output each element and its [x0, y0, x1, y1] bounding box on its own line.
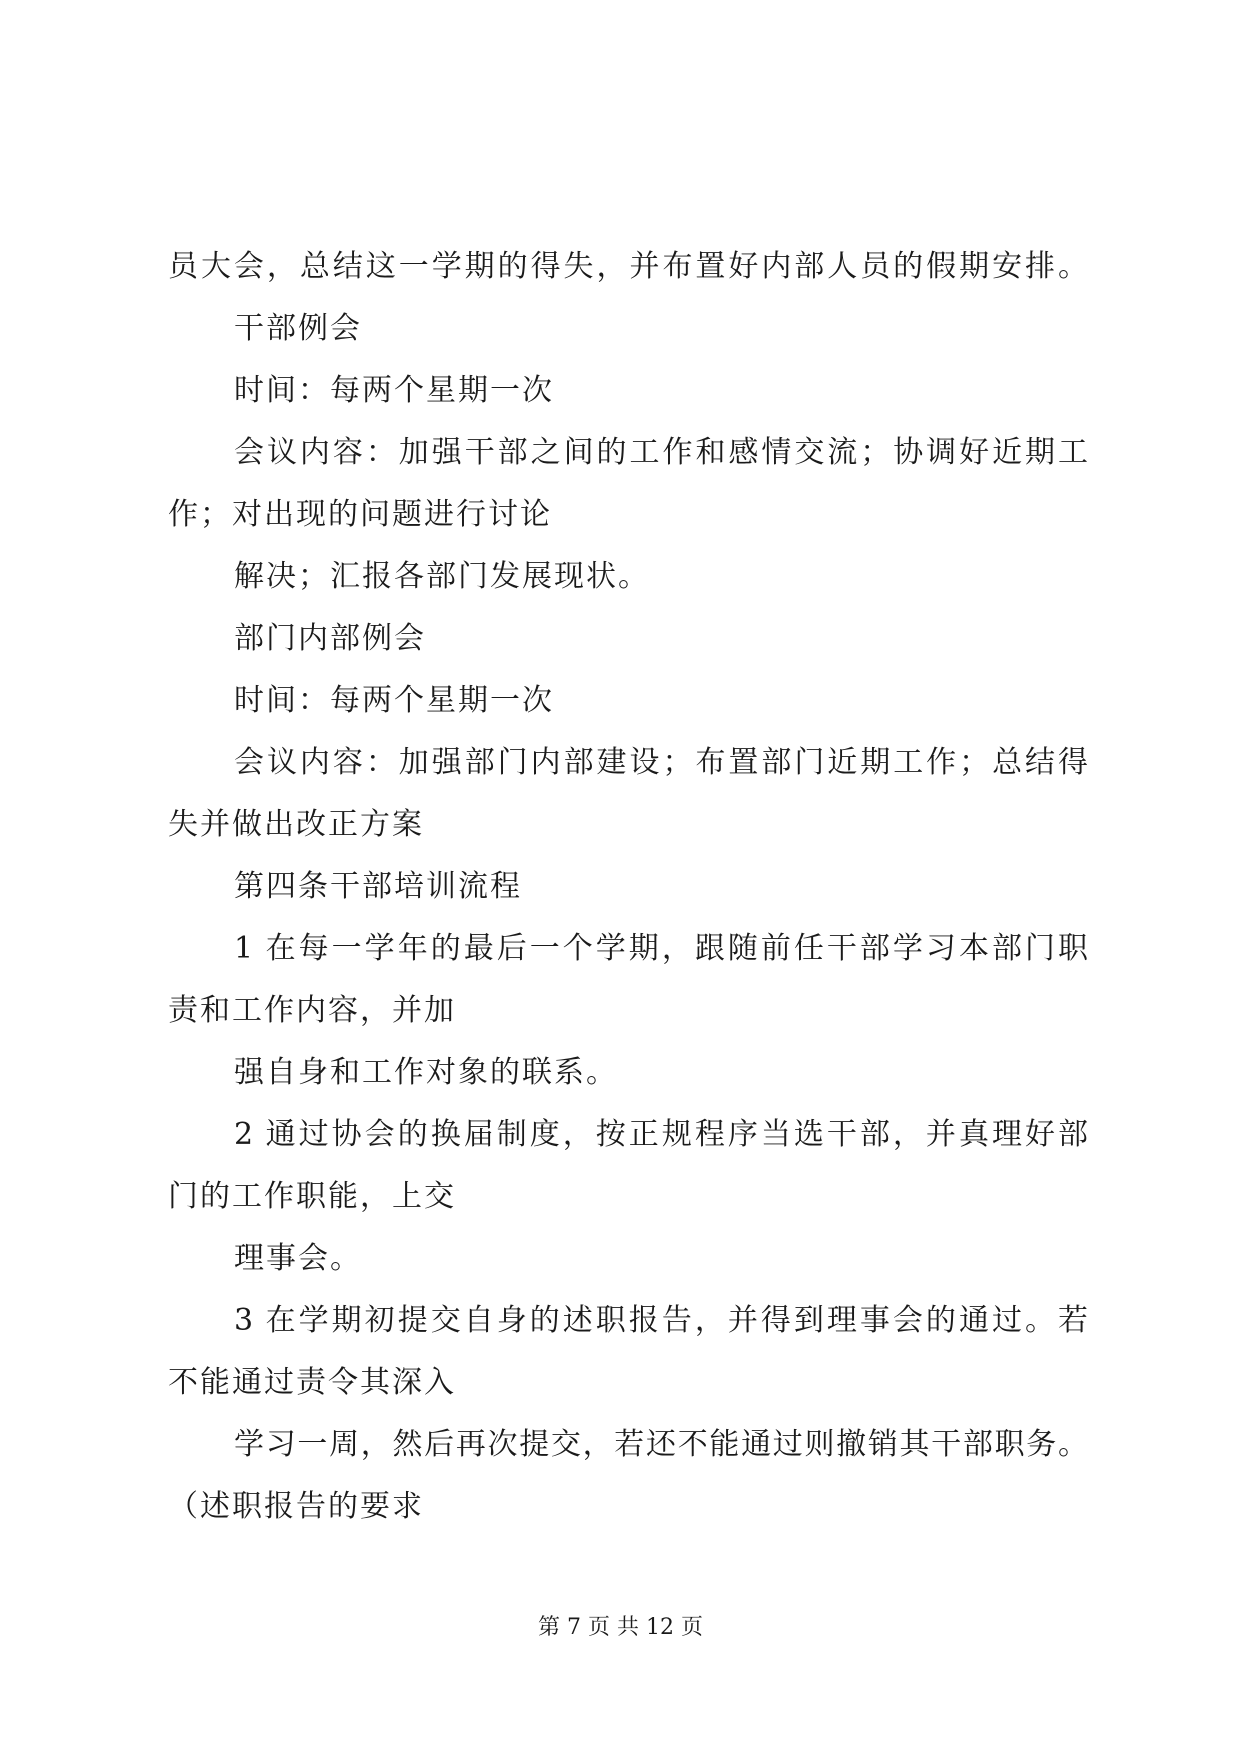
- document-body: [168, 236, 1088, 1538]
- text-line: 门的工作职能，上交: [168, 1179, 456, 1214]
- text-line: 2 通过协会的换届制度，按正规程序当选干部，并真理好部: [234, 1117, 1088, 1152]
- text-line: 1 在每一学年的最后一个学期，跟随前任干部学习本部门职: [234, 931, 1088, 966]
- text-line: 作；对出现的问题进行讨论: [168, 497, 552, 532]
- text-line: 解决；汇报各部门发展现状。: [234, 559, 650, 594]
- text-line: 时间：每两个星期一次: [234, 683, 554, 718]
- section-heading: 第四条干部培训流程: [234, 869, 522, 904]
- text-line: 理事会。: [234, 1241, 362, 1276]
- text-line: 会议内容：加强部门内部建设；布置部门近期工作；总结得: [234, 745, 1088, 780]
- text-line: （述职报告的要求: [168, 1489, 424, 1524]
- section-heading: 干部例会: [234, 311, 362, 346]
- text-line: 责和工作内容，并加: [168, 993, 456, 1028]
- text-line: 不能通过责令其深入: [168, 1365, 456, 1400]
- text-line: 3 在学期初提交自身的述职报告，并得到理事会的通过。若: [234, 1303, 1088, 1338]
- text-line: 会议内容：加强干部之间的工作和感情交流；协调好近期工: [234, 435, 1088, 470]
- text-line: 强自身和工作对象的联系。: [234, 1055, 618, 1090]
- text-line: 失并做出改正方案: [168, 807, 424, 842]
- text-line: 学习一周，然后再次提交，若还不能通过则撤销其干部职务。: [234, 1427, 1088, 1462]
- page-number-footer: 第 7 页 共 12 页: [538, 1615, 703, 1640]
- text-line: 时间：每两个星期一次: [234, 373, 554, 408]
- section-heading: 部门内部例会: [234, 621, 426, 656]
- text-line: 员大会，总结这一学期的得失，并布置好内部人员的假期安排。: [168, 249, 1088, 284]
